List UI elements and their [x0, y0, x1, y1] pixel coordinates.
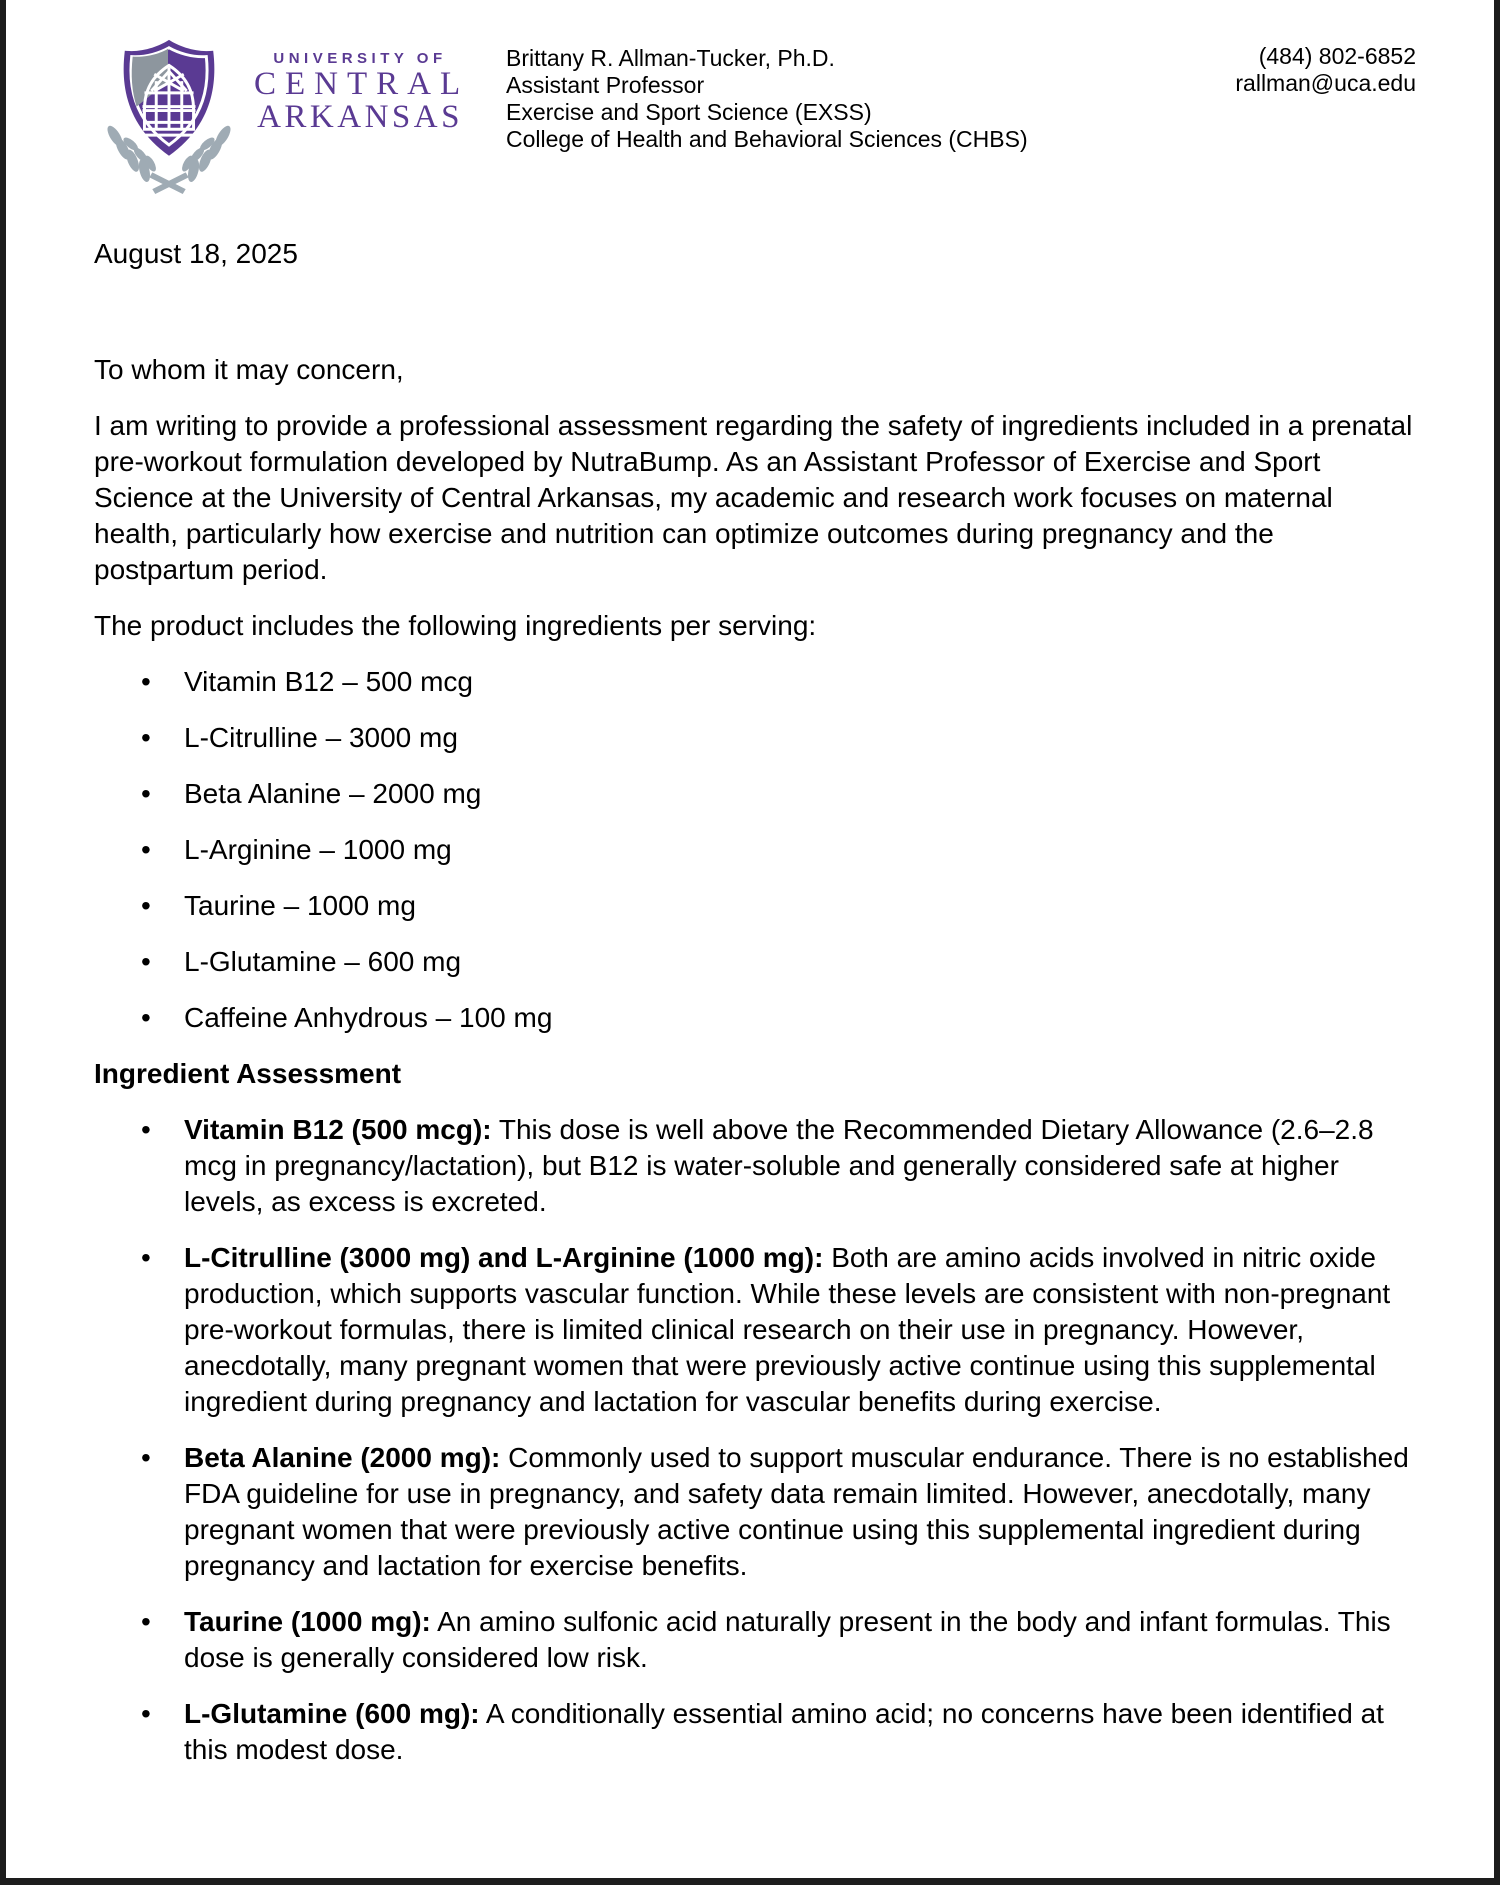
assessment-text: This dose is well above the Recommended Dietary Allowance (2.6–2.8 mcg in pregnancy/lactation), but B12 is water-soluble and generally considered safe at higher levels, as excess is excreted.: [184, 1114, 1374, 1217]
ingredient-item: • L-Arginine – 1000 mg: [94, 832, 1416, 868]
author-block: [506, 34, 1028, 153]
ingredients-list: [94, 664, 1416, 1036]
phone-number: (484) 802-6852: [1258, 43, 1416, 69]
ingredient-item: • Caffeine Anhydrous – 100 mg: [94, 1000, 1416, 1036]
assessment-item: [94, 1440, 1416, 1584]
ingredient-item: • Beta Alanine – 2000 mg: [94, 776, 1416, 812]
uca-logo: [94, 34, 470, 196]
assessment-label: Beta Alanine (2000 mg):: [184, 1442, 501, 1473]
author-department: Exercise and Sport Science (EXSS): [506, 99, 872, 125]
author-college: College of Health and Behavioral Sciences (CHBS): [506, 126, 1028, 152]
letter-body: [94, 236, 1416, 1768]
page-container: [6, 0, 1494, 1768]
ingredient-item: • Taurine – 1000 mg: [94, 888, 1416, 924]
ingredient-item: • Vitamin B12 – 500 mcg: [94, 664, 1416, 700]
logo-wordmark: [254, 50, 470, 135]
shield-icon: [124, 40, 215, 156]
assessment-heading: Ingredient Assessment: [94, 1058, 402, 1089]
uca-crest-icon: [94, 34, 244, 196]
assessment-list: [94, 1112, 1416, 1768]
logo-university-of: UNIVERSITY OF: [273, 50, 447, 67]
assessment-label: Taurine (1000 mg):: [184, 1606, 431, 1637]
salutation: To whom it may concern,: [94, 354, 404, 385]
author-title: Assistant Professor: [506, 72, 705, 98]
assessment-text: Commonly used to support muscular endurance. There is no established FDA guideline for use in pregnancy, and safety data remain limited. However, anecdotally, many pregnant women that were previously active continue using this supplemental ingredient during pregnancy and lactation for exercise benefits.: [184, 1442, 1409, 1581]
assessment-item: [94, 1604, 1416, 1676]
ingredient-item: • L-Citrulline – 3000 mg: [94, 720, 1416, 756]
logo-arkansas: ARKANSAS: [257, 99, 463, 135]
assessment-text: Both are amino acids involved in nitric oxide production, which supports vascular function. While these levels are consistent with non-pregnant pre-workout formulas, there is limited clinical research on their use in pregnancy. However, anecdotally, many pregnant women that were previously active continue using this supplemental ingredient during pregnancy and lactation for vascular benefits during exercise.: [184, 1242, 1391, 1417]
assessment-label: L-Citrulline (3000 mg) and L-Arginine (1000 mg):: [184, 1242, 824, 1273]
email-address: rallman@uca.edu: [1235, 70, 1416, 96]
author-name: Brittany R. Allman-Tucker, Ph.D.: [506, 45, 835, 71]
assessment-item: [94, 1112, 1416, 1220]
logo-central: CENTRAL: [254, 66, 470, 102]
intro-paragraph: I am writing to provide a professional assessment regarding the safety of ingredients included in a prenatal pre-workout formulation developed by NutraBump. As an Assistant Professor of Exercise and Sport Science at the University of Central Arkansas, my academic and research work focuses on maternal health, particularly how exercise and nutrition can optimize outcomes during pregnancy and the postpartum period.: [94, 410, 1413, 585]
ingredient-item: • L-Glutamine – 600 mg: [94, 944, 1416, 980]
assessment-item: [94, 1696, 1416, 1768]
ingredients-lead: The product includes the following ingredients per serving:: [94, 610, 817, 641]
letter-date: August 18, 2025: [94, 238, 298, 269]
assessment-label: Vitamin B12 (500 mcg):: [184, 1114, 492, 1145]
letterhead: [94, 34, 1416, 196]
assessment-text: A conditionally essential amino acid; no concerns have been identified at this modest dose.: [184, 1698, 1384, 1765]
assessment-label: L-Glutamine (600 mg):: [184, 1698, 480, 1729]
assessment-item: [94, 1240, 1416, 1420]
assessment-text: An amino sulfonic acid naturally present in the body and infant formulas. This dose is generally considered low risk.: [184, 1606, 1391, 1673]
contact-block: [1235, 34, 1416, 97]
